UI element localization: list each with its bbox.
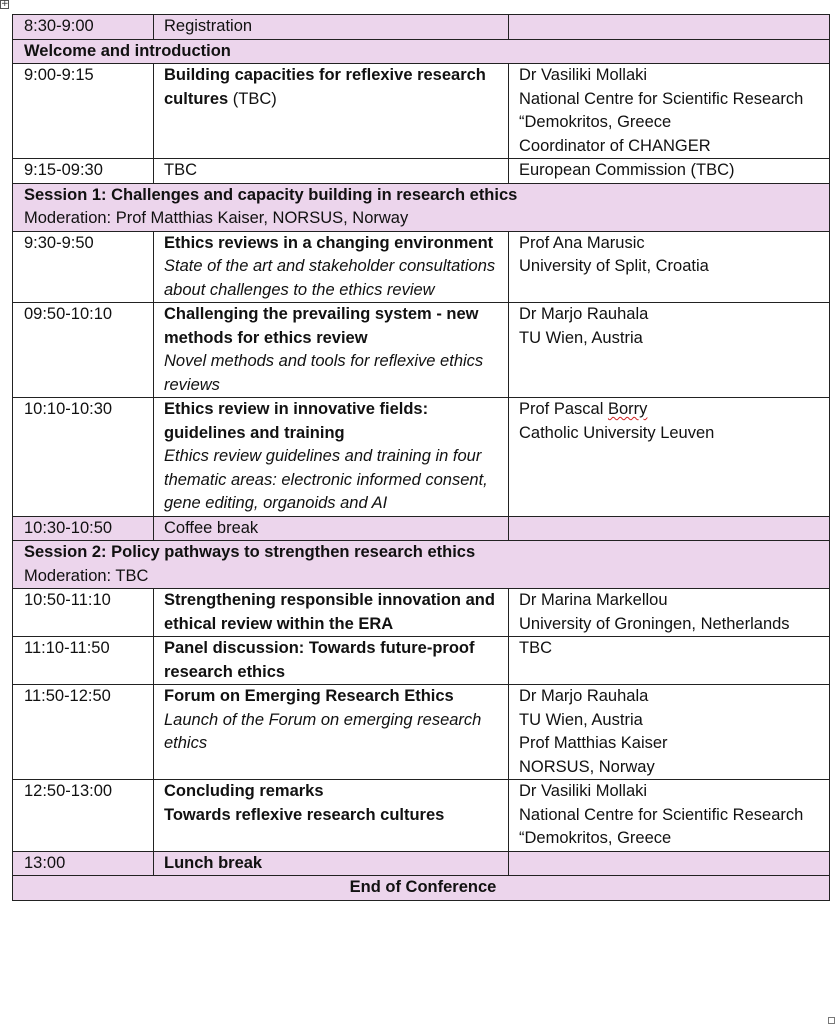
section-moderation: Moderation: TBC <box>24 566 149 585</box>
session-title: Strengthening responsible innovation and ethical review within the ERA <box>164 591 495 633</box>
session-title-cell: TBC <box>154 159 509 184</box>
agenda-row-break <box>13 851 830 876</box>
speaker-name: Dr Marjo Rauhala <box>519 687 649 705</box>
agenda-table <box>12 14 830 901</box>
time-cell: 11:50-12:50 <box>13 685 154 780</box>
speaker-role: Coordinator of CHANGER <box>519 136 711 155</box>
speaker-cell <box>509 516 830 541</box>
speaker-affiliation: National Centre for Scientific Research “Demokritos, Greece <box>519 89 804 131</box>
time-cell: 09:50-10:10 <box>13 303 154 398</box>
speaker-name: Dr Vasiliki Mollaki <box>519 66 648 84</box>
section-header: Session 2: Policy pathways to strengthen research ethics <box>24 543 476 561</box>
session-title: Forum on Emerging Research Ethics <box>164 687 454 705</box>
section-moderation: Moderation: Prof Matthias Kaiser, NORSUS, Norway <box>24 209 409 227</box>
agenda-row <box>13 780 830 852</box>
speaker-cell <box>509 15 830 40</box>
agenda-row <box>13 637 830 685</box>
speaker-cell <box>509 303 830 398</box>
session-title-cell <box>154 64 509 159</box>
session-title-suffix: (TBC) <box>228 89 277 108</box>
end-of-conference: End of Conference <box>13 876 830 901</box>
session-title: Panel discussion: Towards future-proof research ethics <box>164 639 475 681</box>
time-cell: 9:30-9:50 <box>13 231 154 303</box>
section-header-row <box>13 39 830 64</box>
session-description: Ethics review guidelines and training in four thematic areas: electronic informed consent, gene editing, organoids and AI <box>164 447 488 512</box>
end-row <box>13 876 830 901</box>
time-cell: 10:30-10:50 <box>13 516 154 541</box>
speaker-cell <box>509 685 830 780</box>
speaker-cell: TBC <box>509 637 830 685</box>
session-title-cell <box>154 303 509 398</box>
speaker-affiliation: TU Wien, Austria <box>519 328 643 347</box>
session-title-cell <box>154 637 509 685</box>
session-title-cell <box>154 685 509 780</box>
session-title-cell <box>154 780 509 852</box>
session-title: Ethics reviews in a changing environment <box>164 233 494 252</box>
time-cell: 8:30-9:00 <box>13 15 154 40</box>
speaker-name: Prof Ana Marusic <box>519 233 645 252</box>
session-title-cell: Coffee break <box>154 516 509 541</box>
speaker-affiliation: National Centre for Scientific Research “Demokritos, Greece <box>519 805 804 847</box>
table-move-handle-icon[interactable]: + <box>1 0 9 9</box>
speaker-cell <box>509 780 830 852</box>
speaker-cell: European Commission (TBC) <box>509 159 830 184</box>
time-cell: 12:50-13:00 <box>13 780 154 852</box>
time-cell: 13:00 <box>13 851 154 876</box>
session-description: Launch of the Forum on emerging research ethics <box>164 710 482 752</box>
speaker-cell <box>509 851 830 876</box>
agenda-row <box>13 685 830 780</box>
speaker-affiliation: University of Groningen, Netherlands <box>519 614 790 633</box>
speaker-affiliation: Catholic University Leuven <box>519 423 715 442</box>
speaker-cell <box>509 231 830 303</box>
session-description: Novel methods and tools for reflexive ethics reviews <box>164 352 484 394</box>
time-cell: 11:10-11:50 <box>13 637 154 685</box>
speaker-name: Dr Marina Markellou <box>519 591 668 609</box>
agenda-row-break <box>13 516 830 541</box>
time-cell: 10:10-10:30 <box>13 398 154 517</box>
speaker-cell <box>509 589 830 637</box>
speaker-affiliation: University of Split, Croatia <box>519 257 709 275</box>
speaker-first-name: Prof Pascal <box>519 400 604 418</box>
speaker-name: Dr Marjo Rauhala <box>519 305 649 323</box>
session-title: Building capacities for reflexive research cultures <box>164 66 486 108</box>
resize-handle-icon[interactable] <box>828 1017 835 1024</box>
speaker-name: Prof Matthias Kaiser <box>519 734 668 752</box>
session-description: State of the art and stakeholder consultations about challenges to the ethics review <box>164 257 496 299</box>
agenda-row <box>13 303 830 398</box>
speaker-affiliation: NORSUS, Norway <box>519 757 655 776</box>
session-title: Ethics review in innovative fields: guidelines and training <box>164 400 429 442</box>
speaker-affiliation: TU Wien, Austria <box>519 710 643 729</box>
time-cell: 9:15-09:30 <box>13 159 154 184</box>
session-subtitle: Towards reflexive research cultures <box>164 805 445 824</box>
session-title-cell <box>154 398 509 517</box>
session-title-cell <box>154 231 509 303</box>
agenda-row <box>13 231 830 303</box>
section-header-cell <box>13 183 830 231</box>
session-title-cell <box>154 589 509 637</box>
speaker-name <box>519 398 823 422</box>
session-title-cell: Lunch break <box>154 851 509 876</box>
session-title: Concluding remarks <box>164 782 324 800</box>
agenda-row <box>13 589 830 637</box>
section-header-row <box>13 183 830 231</box>
time-cell: 9:00-9:15 <box>13 64 154 159</box>
spellcheck-marked-word[interactable]: Borry <box>607 400 648 418</box>
session-title-cell: Registration <box>154 15 509 40</box>
section-header-cell <box>13 541 830 589</box>
section-header: Session 1: Challenges and capacity building in research ethics <box>24 185 518 204</box>
section-header-row <box>13 541 830 589</box>
agenda-row <box>13 159 830 184</box>
time-cell: 10:50-11:10 <box>13 589 154 637</box>
session-title: Challenging the prevailing system - new methods for ethics review <box>164 305 479 347</box>
section-header: Welcome and introduction <box>13 39 830 64</box>
agenda-row <box>13 64 830 159</box>
agenda-row-registration <box>13 15 830 40</box>
speaker-cell <box>509 398 830 517</box>
speaker-cell <box>509 64 830 159</box>
agenda-row <box>13 398 830 517</box>
speaker-name: Dr Vasiliki Mollaki <box>519 782 648 800</box>
